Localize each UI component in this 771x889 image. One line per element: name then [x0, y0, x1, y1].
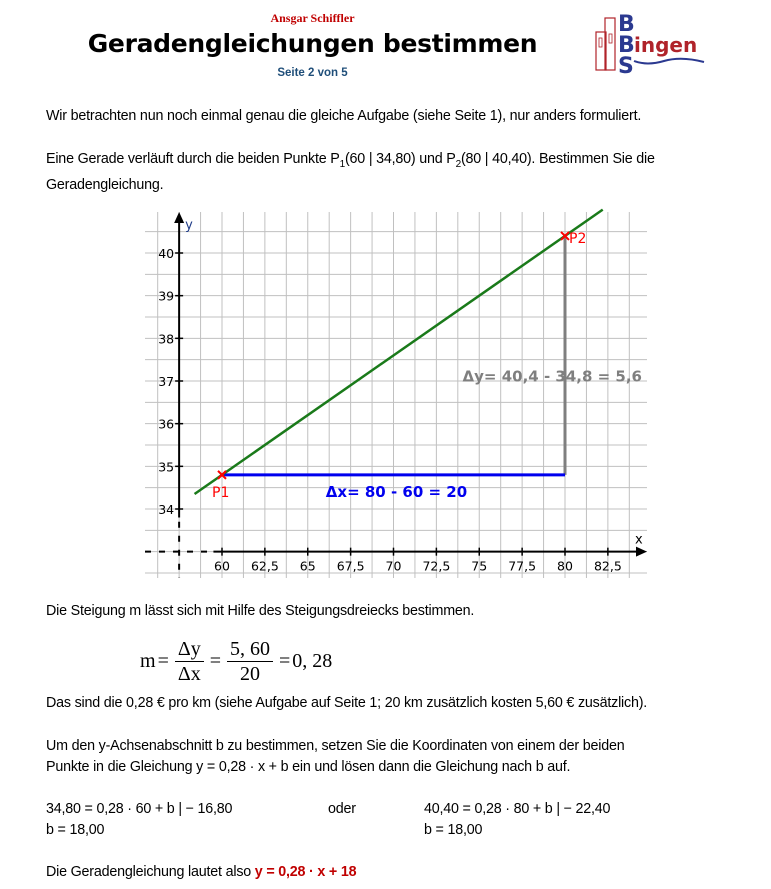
- conclusion-paragraph: [46, 862, 356, 883]
- x-tick-label: 72,5: [422, 558, 451, 574]
- x-tick-label: 82,5: [593, 558, 622, 574]
- page-indicator: Seite 2 von 5: [277, 67, 348, 79]
- slope-formula: [140, 636, 332, 686]
- x-tick-label: 60: [214, 558, 230, 574]
- point-label: P1: [212, 484, 230, 501]
- x-axis-arrow-icon: [636, 547, 647, 557]
- y-tick-label: 34: [158, 502, 175, 517]
- delta-x-label: Δx= 80 - 60 = 20: [325, 482, 468, 501]
- final-equation: y = 0,28 · x + 18: [254, 864, 357, 880]
- formula-equals-3: =: [279, 649, 291, 672]
- intercept-line-1: Um den y-Achsenabschnitt b zu bestimmen, setzen Sie die Koordinaten von einem der beiden: [46, 738, 625, 754]
- calc-a-line-2: b = 18,00: [46, 822, 105, 838]
- regression-line: [195, 210, 603, 494]
- fraction-values: [227, 638, 273, 685]
- fraction-delta-numerator: Δy: [175, 638, 204, 662]
- task-part3: (80 | 40,40). Bestimmen Sie die Geradengleichung.: [46, 151, 655, 193]
- y-tick-label: 38: [158, 331, 175, 347]
- task-part2: (60 | 34,80) und P: [345, 151, 456, 167]
- intercept-paragraph: [46, 736, 746, 778]
- y-tick-label: 37: [158, 374, 175, 389]
- x-tick-label: 67,5: [336, 558, 365, 574]
- fraction-delta-denominator: Δx: [177, 662, 201, 685]
- delta-y-label: Δy= 40,4 - 34,8 = 5,6: [462, 367, 642, 386]
- calc-b-line-2: b = 18,00: [424, 822, 483, 838]
- logo-word: ingen: [634, 33, 698, 57]
- y-tick-label: 40: [158, 246, 175, 261]
- logo-letter-s: S: [618, 54, 634, 76]
- y-tick-label: 35: [158, 459, 175, 475]
- y-axis-label: y: [185, 218, 193, 233]
- y-tick-label: 39: [158, 288, 175, 304]
- intro-paragraph: Wir betrachten nun noch einmal genau die gleiche Aufgabe (siehe Seite 1), nur anders formuliert.: [46, 108, 642, 124]
- y-tick-label: 36: [158, 416, 175, 432]
- logo-letter-b1: B: [618, 12, 635, 37]
- x-tick-label: 75: [471, 558, 488, 574]
- fraction-values-denominator: 20: [240, 662, 260, 685]
- oder-label: oder: [328, 801, 356, 817]
- task-sub2: 2: [455, 158, 461, 170]
- fraction-delta: [175, 638, 204, 685]
- x-tick-label: 77,5: [508, 558, 537, 574]
- formula-lhs: m: [140, 649, 156, 672]
- formula-equals-1: =: [157, 649, 169, 672]
- slope-paragraph: Die Steigung m lässt sich mit Hilfe des Steigungsdreiecks bestimmen.: [46, 603, 475, 619]
- logo-letter-b2: B: [618, 33, 635, 58]
- point-label: P2: [569, 230, 587, 247]
- task-part1: Eine Gerade verläuft durch die beiden Punkte P: [46, 151, 340, 167]
- fraction-values-numerator: 5, 60: [227, 638, 273, 662]
- calc-a-line-1: 34,80 = 0,28 · 60 + b | − 16,80: [46, 801, 233, 817]
- x-axis-label: x: [635, 532, 643, 548]
- conclusion-text: Die Geradengleichung lautet also: [46, 864, 255, 880]
- grid: [145, 212, 647, 578]
- calc-b-line-1: 40,40 = 0,28 · 80 + b | − 22,40: [424, 801, 611, 817]
- task-sub1: 1: [339, 158, 345, 170]
- x-tick-label: 62,5: [250, 558, 279, 574]
- intercept-line-2: Punkte in die Gleichung y = 0,28 · x + b ein und lösen dann die Gleichung nach b auf.: [46, 759, 571, 775]
- author-name: Ansgar Schiffler: [270, 11, 355, 25]
- page-title: Geradengleichungen bestimmen: [87, 29, 538, 58]
- explanation-paragraph: Das sind die 0,28 € pro km (siehe Aufgabe auf Seite 1; 20 km zusätzlich kosten 5,60 € zusätzlich).: [46, 695, 648, 711]
- x-tick-label: 80: [557, 558, 573, 574]
- formula-result: 0, 28: [292, 649, 333, 672]
- formula-equals-2: =: [209, 649, 221, 672]
- y-axis-arrow-icon: [174, 212, 184, 223]
- x-tick-label: 70: [385, 558, 402, 574]
- x-tick-label: 65: [299, 558, 316, 574]
